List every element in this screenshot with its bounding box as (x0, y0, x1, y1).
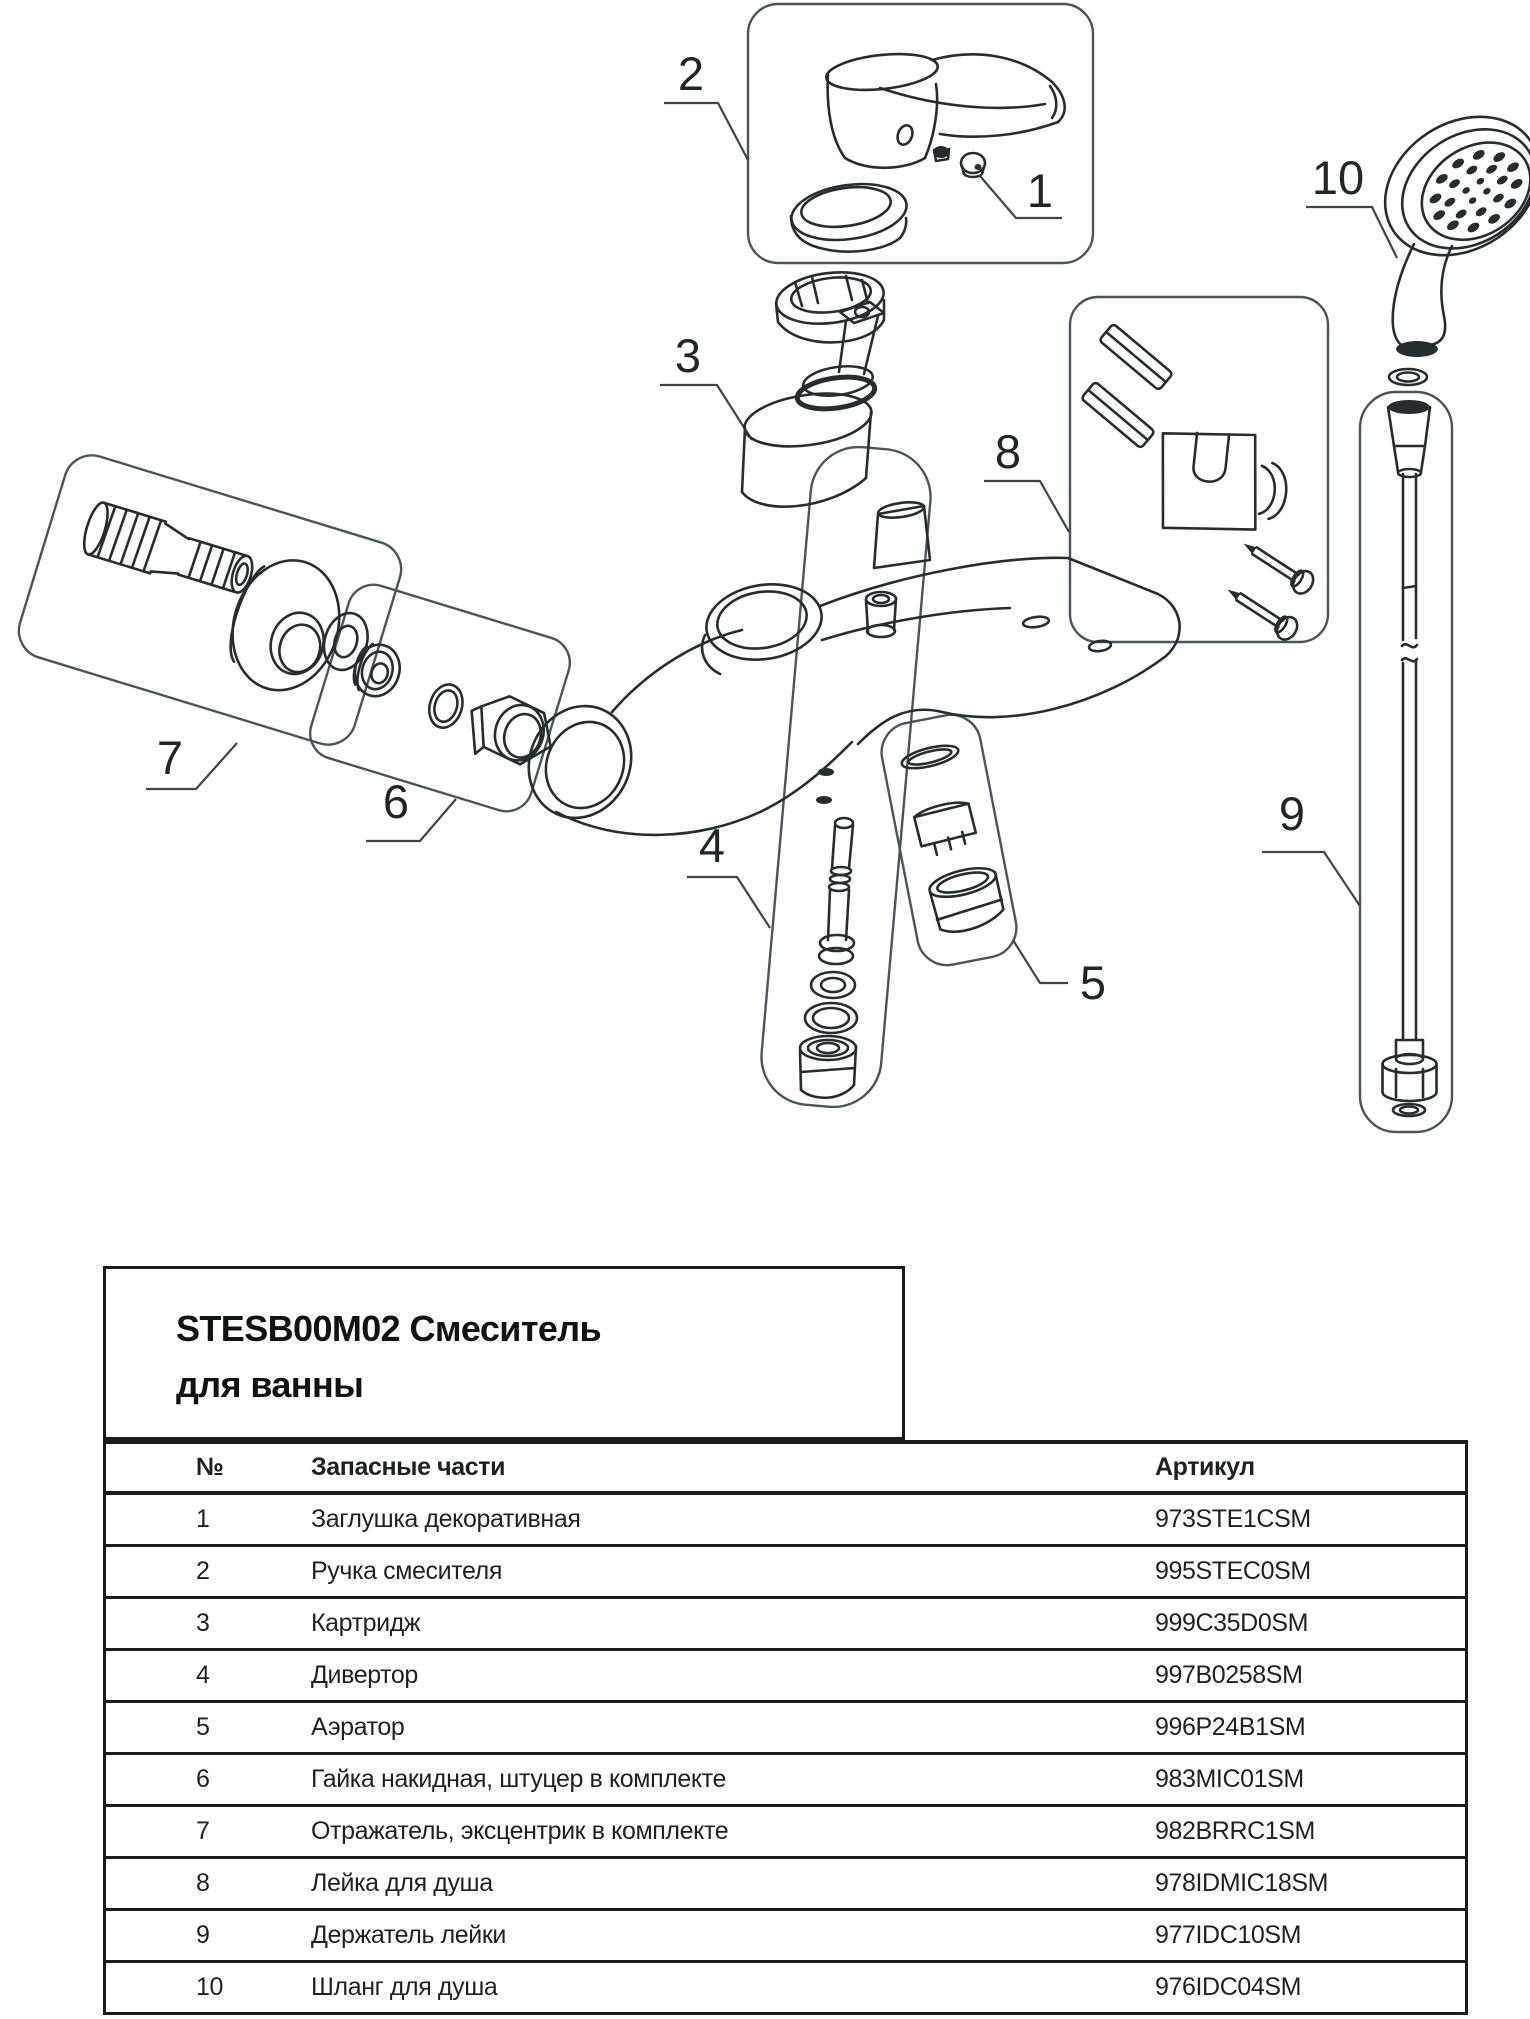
cell-num: 3 (196, 1609, 210, 1637)
header-num: № (196, 1453, 224, 1481)
cell-num: 4 (196, 1661, 210, 1689)
hose-washer-top (1389, 369, 1427, 385)
cell-name: Заглушка декоративная (311, 1505, 581, 1533)
part-label-8: 8 (994, 425, 1022, 478)
part-aerator (900, 741, 1007, 936)
cell-code: 978IDMIC18SM (1155, 1869, 1329, 1897)
part-holder (1081, 324, 1317, 644)
cell-num: 9 (196, 1921, 210, 1949)
table-row (106, 1755, 1465, 1807)
header-code: Артикул (1155, 1453, 1255, 1481)
faucet-body (511, 500, 1180, 835)
product-title-line1: STESB00M02 Смеситель (176, 1308, 602, 1349)
leader-9 (1262, 852, 1360, 906)
callout-box-handle (748, 4, 1093, 263)
cell-code: 999C35D0SM (1155, 1609, 1309, 1637)
part-label-1: 1 (1026, 164, 1054, 217)
part-label-6: 6 (382, 775, 410, 828)
table-row (106, 1911, 1465, 1963)
cell-name: Отражатель, эксцентрик в комплекте (311, 1817, 729, 1845)
part-plug (933, 146, 985, 177)
cell-name: Гайка накидная, штуцер в комплекте (311, 1765, 727, 1793)
cell-name: Ручка смесителя (311, 1557, 502, 1585)
table-row (106, 1599, 1465, 1651)
header-name: Запасные части (311, 1453, 506, 1481)
part-shower-head (1359, 89, 1530, 357)
part-eccentric-reflector (57, 498, 384, 713)
callout-box-diverter (757, 443, 934, 1111)
cell-code: 983MIC01SM (1155, 1765, 1304, 1793)
cell-code: 995STEC0SM (1155, 1557, 1311, 1585)
cell-code: 996P24B1SM (1155, 1713, 1306, 1741)
table-row (106, 1963, 1465, 2012)
cell-name: Дивертор (311, 1661, 418, 1689)
leader-2 (664, 103, 748, 160)
cell-code: 977IDC10SM (1155, 1921, 1302, 1949)
callout-box-hose (1360, 392, 1452, 1132)
cell-name: Картридж (311, 1609, 421, 1637)
leader-10 (1306, 207, 1397, 258)
cell-name: Аэратор (311, 1713, 405, 1741)
leader-6 (366, 799, 456, 841)
cartridge-nut (773, 267, 886, 343)
part-diverter (800, 768, 857, 1098)
cell-num: 8 (196, 1869, 210, 1897)
cell-num: 1 (196, 1505, 210, 1533)
part-label-2: 2 (677, 47, 705, 100)
leader-5 (1013, 940, 1068, 983)
table-row (106, 1859, 1465, 1911)
cell-num: 10 (196, 1973, 224, 2001)
cell-name: Лейка для душа (311, 1869, 493, 1897)
leader-4 (687, 877, 770, 928)
cell-code: 982BRRC1SM (1155, 1817, 1315, 1845)
part-label-10: 10 (1311, 151, 1365, 204)
parts-table (103, 1440, 1468, 2015)
part-handle (788, 49, 1065, 251)
table-row (106, 1495, 1465, 1547)
cell-num: 5 (196, 1713, 210, 1741)
part-label-5: 5 (1079, 956, 1107, 1009)
part-cartridge (741, 302, 884, 507)
product-title-line2: для ванны (176, 1363, 364, 1405)
cell-name: Держатель лейки (311, 1921, 506, 1949)
cell-num: 7 (196, 1817, 210, 1845)
part-label-9: 9 (1278, 787, 1306, 840)
table-row (106, 1651, 1465, 1703)
cell-code: 973STE1CSM (1155, 1505, 1311, 1533)
cell-code: 976IDC04SM (1155, 1973, 1302, 2001)
part-label-4: 4 (698, 819, 726, 872)
table-row (106, 1547, 1465, 1599)
cell-name: Шланг для душа (311, 1973, 498, 2001)
leader-8 (984, 481, 1069, 532)
cell-code: 997B0258SM (1155, 1661, 1303, 1689)
part-hose (1383, 400, 1437, 1116)
cell-num: 6 (196, 1765, 210, 1793)
table-row (106, 1807, 1465, 1859)
table-row (106, 1703, 1465, 1755)
part-label-7: 7 (156, 731, 184, 784)
product-title-box (103, 1266, 905, 1440)
table-header-row (106, 1444, 1465, 1495)
part-label-3: 3 (674, 329, 702, 382)
leader-3 (660, 385, 752, 440)
cell-num: 2 (196, 1557, 210, 1585)
